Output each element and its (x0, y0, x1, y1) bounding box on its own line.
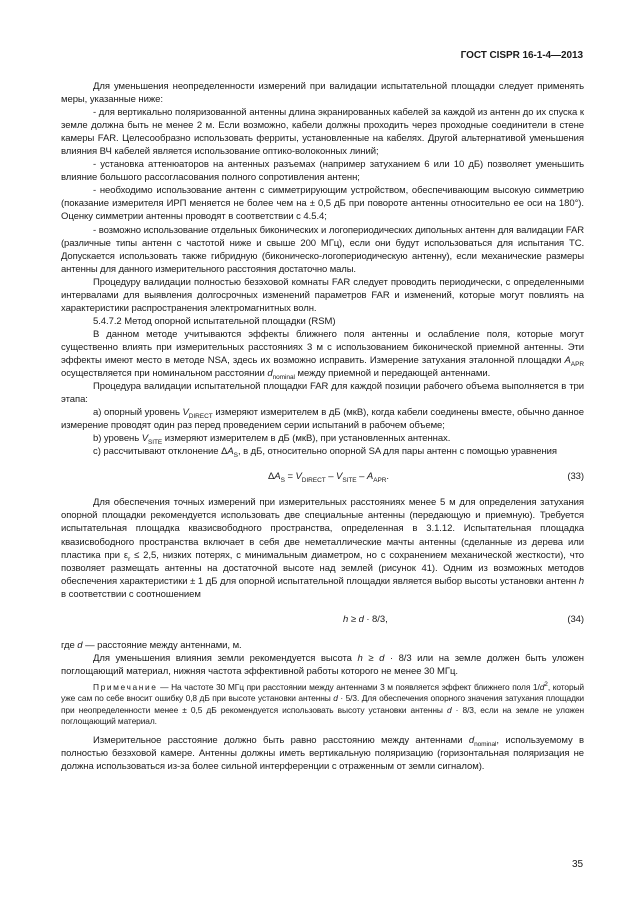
subscript: S (280, 477, 285, 485)
page-number: 35 (571, 859, 583, 870)
operator: – (325, 471, 337, 483)
text-run: , используемому в полностью безэховой камере. Антенны должны иметь вертикальную поляризацию (горизонтальная поляризация не должна использоваться из-за более сильной интерференции с отраженным от земли сигналом). (61, 734, 585, 772)
symbol: d (379, 652, 385, 664)
symbol: A (366, 471, 374, 483)
subscript: DIRECT (301, 477, 326, 485)
paragraph: - установка аттенюаторов на антенных разъемах (например затуханием 6 или 10 дБ) позволяет уменьшить влияние большого рассогласования полного сопротивления антенн; (61, 159, 584, 184)
text-run: c) рассчитывают отклонение Δ (93, 446, 228, 458)
subscript: SITE (147, 439, 163, 447)
symbol: d (539, 681, 545, 692)
text-run: a) опорный уровень (93, 407, 183, 419)
equation-34 (61, 610, 584, 629)
paragraph (61, 652, 584, 678)
text-run: · 8/3 или на земле должен быть уложен поглощающий материал, нижняя частота эффективной работы которого не менее 30 МГц. (61, 652, 584, 677)
text-run: осуществляется при номинальном расстоянии (61, 368, 268, 380)
paragraph: - возможно использование отдельных биконических и логопериодических дипольных антенн для валидации FAR (различные типы антенн с частотой ниже и свыше 200 МГц), если они будут использоваться для испытания ТС. Допускается использовать также гибридную (биконическо-логопериодическую антенну), если механические размеры антенны для данного измерительного расстояния достаточно малы. (61, 224, 584, 275)
list-item (61, 445, 584, 458)
symbol: d (358, 613, 364, 625)
symbol: A (564, 354, 571, 366)
symbol: d (446, 704, 452, 715)
text-run: ≤ 2,5, низких потерях, с минимальным диаметром, но с сохранением механической жесткости), что позволяет размещать антенны на достаточной высоте над землей (рисунок 41). Одним из возможных методов обеспечения характеристики ± 1 дБ для опорной испытательной площадки является выбор высоты установки антенн (61, 549, 584, 587)
symbol: h (578, 575, 584, 587)
equation-expression (343, 613, 388, 626)
subscript: r (128, 555, 131, 563)
text-run: измеряют измерителем в дБ (мкВ), при установленных антеннах. (162, 433, 451, 445)
symbol: A (227, 446, 234, 458)
symbol: V (336, 471, 343, 483)
text-run: между приемной и передающей антеннами. (294, 368, 491, 380)
paragraph: - необходимо использование антенн с симметрирующим устройством, обеспечивающим высокую симметрию (показание измерителя ИРП меняется не более чем на ± 0,5 дБ при повороте антенны относительно ее оси на 180°). Оценку симметрии антенны проводят в соответствии с 4.5.4; (61, 185, 584, 223)
text-run: · 8/3, (363, 613, 388, 625)
subscript: APR (570, 360, 584, 368)
text-run: ≥ (362, 652, 380, 664)
text-run: · 8/3, если на земле не уложен поглощающий материал. (61, 704, 585, 727)
symbol: h (357, 652, 363, 664)
paragraph (61, 734, 584, 773)
text-run: Для обеспечения точных измерений при измерительных расстояниях менее 5 м для определения затухания опорной площадки рекомендуется использовать две специальные антенны (передающую и приемную). Требуется испытательная площадка квазисвободного пространства, определенная в 3.1.12. Испытательная площадка квазисвободного пространства включает в себя две неметаллические мачты антенны (сделанные из дерева или пластика при ε (61, 497, 584, 561)
note-label: Примечание (93, 681, 158, 692)
punctuation: . (386, 471, 389, 483)
text-run: в соответствии с соотношением (61, 588, 201, 600)
paragraph (61, 328, 584, 380)
symbol: V (182, 407, 189, 419)
text-run: · 5/3. Для обеспечения опорного значения затухания площадки при неопределенности менее ± 0,5 дБ рекомендуется использовать высоту установки антенны (61, 693, 584, 715)
text-run: где (61, 639, 78, 651)
subscript: nominal (272, 373, 295, 381)
subscript: SITE (342, 477, 357, 485)
paragraph: Процедура валидации испытательной площадки FAR для каждой позиции рабочего объема выполняется в три этапа: (61, 381, 584, 406)
text-run: , который уже сам по себе вносит ошибку 0,8 дБ при высоте установки антенны (61, 681, 585, 704)
symbol: V (141, 433, 148, 445)
subscript: nominal (474, 740, 497, 748)
text-run: b) уровень (93, 433, 142, 445)
section-heading: 5.4.7.2 Метод опорной испытательной площадки (RSM) (93, 315, 336, 327)
text-run: , в дБ, относительно опорной SA для пары антенн с помощью уравнения (237, 446, 557, 458)
symbol: h (343, 613, 349, 625)
equation-expression (268, 470, 389, 483)
subscript: DIRECT (188, 413, 213, 421)
operator: – (356, 471, 367, 483)
paragraph: Процедуру валидации полностью безэховой комнаты FAR следует проводить периодически, с определенными интервалами для выявления долгосрочных изменений параметров FAR и изменений, которые могут повлиять на характеристики распространения электромагнитных волн. (61, 276, 584, 314)
symbol: d (468, 734, 475, 746)
list-item (61, 432, 584, 445)
equation-number: (33) (567, 471, 584, 483)
operator: = (284, 471, 296, 483)
standard-header: ГОСТ CISPR 16-1-4—2013 (460, 50, 583, 61)
paragraph (61, 496, 584, 600)
text-run: — На частоте 30 МГц при расстоянии между антеннами 3 м появляется эффект ближнего поля 1/ (157, 681, 540, 692)
symbol: A (274, 471, 281, 483)
list-item (61, 406, 584, 432)
equation-33 (61, 467, 584, 486)
symbol: d (267, 368, 273, 380)
symbol: V (295, 471, 302, 483)
delta-symbol: Δ (268, 471, 275, 483)
paragraph (61, 639, 584, 652)
symbol: d (77, 639, 83, 651)
paragraph: Для уменьшения неопределенности измерений при валидации испытательной площадки следует применять меры, указанные ниже: (61, 81, 584, 106)
text-run: — расстояние между антеннами, м. (82, 639, 242, 651)
text-run: Измерительное расстояние должно быть равно расстоянию между антеннами (93, 734, 469, 746)
page-body (61, 80, 584, 773)
subscript: S (233, 452, 238, 460)
paragraph: - для вертикально поляризованной антенны длина экранированных кабелей за каждой из антенн до их спуска к земле должна быть не менее 2 м. Если возможно, кабели должны проходить через проходные соединители в стене камеры FAR. Целесообразно использовать ферриты, установленные на кабелях. Другой альтернативой уменьшения влияния ВЧ кабелей является использование оптико-волоконных линий; (61, 107, 584, 158)
superscript: 2 (544, 681, 548, 689)
operator: ≥ (348, 613, 359, 625)
note (61, 682, 584, 728)
text-run: В данном методе учитываются эффекты ближнего поля антенны и ослабление поля, которые могут существенно влиять при измерительных расстояниях 3 м с использованием биконической приемной антенны. Эти эффекты имеют место в методе NSA, здесь их возможно исправить. Измерение затухания эталонной площадки (61, 328, 584, 366)
text-run: Для уменьшения влияния земли рекомендуется высота (93, 652, 358, 664)
symbol: d (333, 693, 338, 704)
text-run: измеряют измерителем в дБ (мкВ), когда кабели соединены вместе, обычно данное измерение проводят один раз перед проведением серии испытаний в рабочем объеме; (61, 407, 585, 432)
equation-number: (34) (567, 613, 584, 625)
subscript: APR (373, 477, 387, 485)
